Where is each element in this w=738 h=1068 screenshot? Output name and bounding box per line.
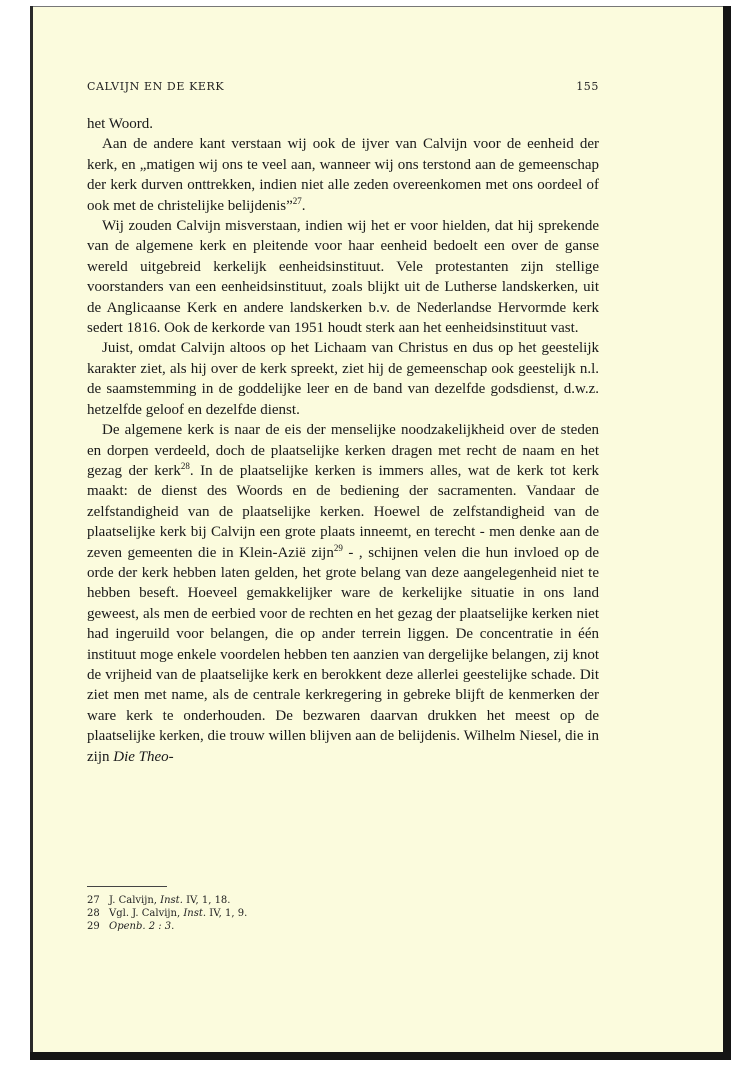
running-head-title: CALVIJN EN DE KERK (87, 80, 225, 93)
body-text (87, 114, 599, 767)
paragraph-5-part-c: - , schijnen velen die hun invloed op de orde der kerk hebben laten gelden, het grote belang van deze aangelegenheid niet te hebben beseft. Hoeveel gemakkelijker ware de kerkelijke situatie in ons land geweest, als men de eerbied voor de rechten en het gezag der plaatselijke kerken niet had ingeruild voor belangen, die op ander terrein liggen. De concentratie in één instituut moge enkele voordelen hebben ten aanzien van dergelijke belangen, zij knot de vrijheid van de plaatselijke kerk en berokkent deze allerlei geestelijke schade. Dit ziet men met name, als de centrale kerkregering in gebreke blijft de kenmerken der ware kerk te onderhouden. De bezwaren daarvan drukken het meest op de plaatselijke kerken, die trouw willen blijven aan de belijdenis. Wilhelm Niesel, die in zijn (87, 544, 599, 765)
paragraph-5-part-b: . In de plaatselijke kerken is immers alles, wat de kerk tot kerk maakt: de dienst des Woords en de bediening der sacramenten. Vandaar de zelfstandigheid van de plaatselijke kerken. Hoewel de zelfstandigheid van de plaatselijke kerk bij Calvijn een grote plaats inneemt, en terecht - men denke aan de zeven gemeenten die in Klein-Azië zijn (87, 462, 599, 561)
page-edge-right (723, 6, 731, 1058)
footnote-italic: Inst. (183, 908, 207, 919)
footnote-italic: Inst. (160, 895, 183, 906)
footnotes (87, 894, 599, 933)
footnote-ref-29: 29 (333, 542, 343, 553)
paragraph-4: Juist, omdat Calvijn altoos op het Lichaam van Christus en dus op het geestelijk karakter ziet, als hij over de kerk spreekt, ziet hij de gemeenschap ook geestelijk n.l. de saamstemming in de goddelijke leer en de band van dezelfde godsdienst, d.w.z. hetzelfde geloof en dezelfde dienst. (87, 340, 599, 418)
page-edge-left (30, 6, 33, 1058)
footnote-29 (87, 920, 599, 933)
page-number: 155 (576, 80, 599, 93)
footnote-28 (87, 907, 599, 920)
footnote-text-end: IV, 1, 18. (182, 895, 231, 906)
paragraph-3: Wij zouden Calvijn misverstaan, indien wij het er voor hielden, dat hij sprekende van de algemene kerk en pleitende voor haar eenheid bedoelt een over de ganse wereld uitgebreid kerkelijk eenheidsinstituut. Vele protestanten zijn stellige voorstanders van een eenheidsinstituut, zoals blijkt uit de Lutherse landskerken, uit de Anglicaanse Kerk en andere landskerken b.v. de Nederlandse Hervormde kerk sedert 1816. Ook de kerkorde van 1951 houdt sterk aan het eenheidsinstituut vast. (87, 218, 599, 337)
paragraph-2-end: . (301, 197, 306, 214)
paragraph-2-text: Aan de andere kant verstaan wij ook de ijver van Calvijn voor de eenheid der kerk, en „matigen wij ons te veel aan, wanneer wij ons terstond aan de gemeenschap der kerk durven onttrekken, indien niet alle zeden overeenkomen met ons oordeel of ook met de christelijke belijdenis” (87, 136, 599, 214)
footnote-text: Vgl. J. Calvijn, (109, 908, 184, 919)
paragraph-2 (87, 134, 599, 216)
footnote-italic: Openb. 2 : 3. (109, 921, 175, 932)
paragraph-1: het Woord. (87, 116, 154, 132)
footnote-number: 29 (87, 921, 100, 932)
footnote-number: 28 (87, 908, 100, 919)
footnote-number: 27 (87, 895, 100, 906)
footnote-separator (87, 886, 167, 887)
paragraph-5-part-a: De algemene kerk is naar de eis der menselijke noodzakelijkheid over de steden en dorpen verdeeld, doch de plaatselijke kerken dragen met recht de naam en het gezag der kerk (87, 422, 599, 479)
footnote-27 (87, 894, 599, 907)
footnote-text-end: IV, 1, 9. (206, 908, 248, 919)
page-edge-bottom (30, 1052, 731, 1060)
paragraph-5 (87, 420, 599, 767)
page-edge-top (30, 6, 731, 7)
footnote-ref-27: 27 (292, 195, 302, 206)
footnote-ref-28: 28 (180, 460, 190, 471)
book-title-italic: Die Theo- (113, 748, 174, 765)
footnote-text: J. Calvijn, (109, 895, 161, 906)
